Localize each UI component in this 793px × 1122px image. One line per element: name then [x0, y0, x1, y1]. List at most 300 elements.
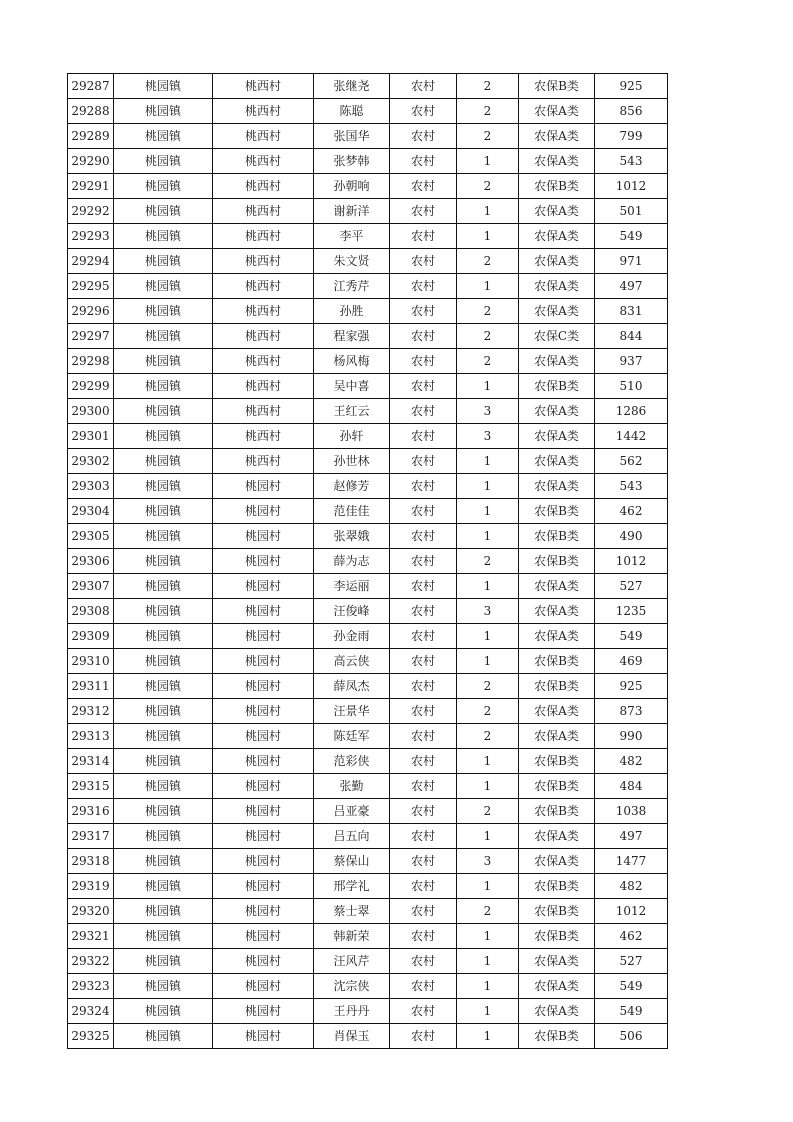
person-name-cell: 孙世林: [314, 449, 390, 474]
row-id-cell: 29293: [68, 224, 114, 249]
household-type-cell: 农村: [390, 1024, 457, 1049]
insurance-category-cell: 农保A类: [519, 724, 595, 749]
person-name-cell: 韩新荣: [314, 924, 390, 949]
household-type-cell: 农村: [390, 224, 457, 249]
table-row: [68, 449, 668, 474]
row-id-cell: 29290: [68, 149, 114, 174]
records-table: [67, 73, 668, 1049]
member-count-cell: 3: [457, 399, 519, 424]
amount-cell: 497: [595, 824, 668, 849]
table-row: [68, 399, 668, 424]
table-row: [68, 424, 668, 449]
member-count-cell: 1: [457, 224, 519, 249]
amount-cell: 799: [595, 124, 668, 149]
amount-cell: 549: [595, 999, 668, 1024]
town-cell: 桃园镇: [114, 699, 213, 724]
insurance-category-cell: 农保B类: [519, 799, 595, 824]
member-count-cell: 1: [457, 449, 519, 474]
row-id-cell: 29302: [68, 449, 114, 474]
member-count-cell: 1: [457, 949, 519, 974]
household-type-cell: 农村: [390, 149, 457, 174]
member-count-cell: 1: [457, 1024, 519, 1049]
insurance-category-cell: 农保A类: [519, 974, 595, 999]
amount-cell: 1012: [595, 174, 668, 199]
row-id-cell: 29306: [68, 549, 114, 574]
insurance-category-cell: 农保B类: [519, 499, 595, 524]
insurance-category-cell: 农保B类: [519, 649, 595, 674]
town-cell: 桃园镇: [114, 899, 213, 924]
row-id-cell: 29314: [68, 749, 114, 774]
town-cell: 桃园镇: [114, 949, 213, 974]
amount-cell: 497: [595, 274, 668, 299]
member-count-cell: 2: [457, 349, 519, 374]
household-type-cell: 农村: [390, 474, 457, 499]
village-cell: 桃园村: [213, 924, 314, 949]
insurance-category-cell: 农保A类: [519, 274, 595, 299]
person-name-cell: 陈廷军: [314, 724, 390, 749]
person-name-cell: 吕五向: [314, 824, 390, 849]
person-name-cell: 朱文贤: [314, 249, 390, 274]
town-cell: 桃园镇: [114, 749, 213, 774]
town-cell: 桃园镇: [114, 1024, 213, 1049]
town-cell: 桃园镇: [114, 274, 213, 299]
member-count-cell: 1: [457, 624, 519, 649]
row-id-cell: 29305: [68, 524, 114, 549]
amount-cell: 506: [595, 1024, 668, 1049]
insurance-category-cell: 农保A类: [519, 574, 595, 599]
person-name-cell: 江秀芹: [314, 274, 390, 299]
row-id-cell: 29310: [68, 649, 114, 674]
household-type-cell: 农村: [390, 949, 457, 974]
town-cell: 桃园镇: [114, 574, 213, 599]
row-id-cell: 29303: [68, 474, 114, 499]
village-cell: 桃西村: [213, 124, 314, 149]
town-cell: 桃园镇: [114, 399, 213, 424]
row-id-cell: 29319: [68, 874, 114, 899]
table-row: [68, 974, 668, 999]
person-name-cell: 吕亚豪: [314, 799, 390, 824]
member-count-cell: 1: [457, 374, 519, 399]
village-cell: 桃园村: [213, 574, 314, 599]
insurance-category-cell: 农保A类: [519, 424, 595, 449]
insurance-category-cell: 农保C类: [519, 324, 595, 349]
amount-cell: 549: [595, 224, 668, 249]
table-row: [68, 249, 668, 274]
person-name-cell: 王红云: [314, 399, 390, 424]
village-cell: 桃西村: [213, 174, 314, 199]
village-cell: 桃园村: [213, 599, 314, 624]
amount-cell: 482: [595, 749, 668, 774]
amount-cell: 1012: [595, 899, 668, 924]
row-id-cell: 29324: [68, 999, 114, 1024]
town-cell: 桃园镇: [114, 849, 213, 874]
member-count-cell: 3: [457, 424, 519, 449]
member-count-cell: 2: [457, 174, 519, 199]
amount-cell: 527: [595, 574, 668, 599]
table-row: [68, 749, 668, 774]
table-row: [68, 349, 668, 374]
amount-cell: 469: [595, 649, 668, 674]
village-cell: 桃西村: [213, 324, 314, 349]
table-row: [68, 874, 668, 899]
household-type-cell: 农村: [390, 74, 457, 99]
household-type-cell: 农村: [390, 349, 457, 374]
town-cell: 桃园镇: [114, 299, 213, 324]
table-row: [68, 774, 668, 799]
amount-cell: 971: [595, 249, 668, 274]
member-count-cell: 2: [457, 99, 519, 124]
row-id-cell: 29316: [68, 799, 114, 824]
village-cell: 桃西村: [213, 224, 314, 249]
village-cell: 桃园村: [213, 1024, 314, 1049]
person-name-cell: 吴中喜: [314, 374, 390, 399]
town-cell: 桃园镇: [114, 474, 213, 499]
amount-cell: 1477: [595, 849, 668, 874]
insurance-category-cell: 农保B类: [519, 874, 595, 899]
person-name-cell: 王丹丹: [314, 999, 390, 1024]
member-count-cell: 2: [457, 74, 519, 99]
town-cell: 桃园镇: [114, 874, 213, 899]
row-id-cell: 29295: [68, 274, 114, 299]
town-cell: 桃园镇: [114, 374, 213, 399]
person-name-cell: 汪景华: [314, 699, 390, 724]
household-type-cell: 农村: [390, 374, 457, 399]
table-row: [68, 649, 668, 674]
village-cell: 桃园村: [213, 874, 314, 899]
person-name-cell: 杨风梅: [314, 349, 390, 374]
row-id-cell: 29294: [68, 249, 114, 274]
village-cell: 桃园村: [213, 724, 314, 749]
row-id-cell: 29308: [68, 599, 114, 624]
row-id-cell: 29287: [68, 74, 114, 99]
person-name-cell: 汪俊峰: [314, 599, 390, 624]
household-type-cell: 农村: [390, 574, 457, 599]
person-name-cell: 肖保玉: [314, 1024, 390, 1049]
table-row: [68, 1024, 668, 1049]
insurance-category-cell: 农保A类: [519, 624, 595, 649]
household-type-cell: 农村: [390, 399, 457, 424]
amount-cell: 549: [595, 624, 668, 649]
insurance-category-cell: 农保A类: [519, 474, 595, 499]
amount-cell: 925: [595, 674, 668, 699]
member-count-cell: 3: [457, 599, 519, 624]
amount-cell: 990: [595, 724, 668, 749]
member-count-cell: 2: [457, 799, 519, 824]
insurance-category-cell: 农保A类: [519, 299, 595, 324]
town-cell: 桃园镇: [114, 424, 213, 449]
household-type-cell: 农村: [390, 274, 457, 299]
table-row: [68, 174, 668, 199]
table-row: [68, 699, 668, 724]
amount-cell: 490: [595, 524, 668, 549]
town-cell: 桃园镇: [114, 624, 213, 649]
member-count-cell: 2: [457, 124, 519, 149]
member-count-cell: 2: [457, 249, 519, 274]
table-row: [68, 799, 668, 824]
amount-cell: 549: [595, 974, 668, 999]
person-name-cell: 孙金雨: [314, 624, 390, 649]
household-type-cell: 农村: [390, 924, 457, 949]
household-type-cell: 农村: [390, 549, 457, 574]
town-cell: 桃园镇: [114, 774, 213, 799]
member-count-cell: 1: [457, 499, 519, 524]
person-name-cell: 薛为志: [314, 549, 390, 574]
village-cell: 桃西村: [213, 299, 314, 324]
person-name-cell: 范彩侠: [314, 749, 390, 774]
household-type-cell: 农村: [390, 499, 457, 524]
row-id-cell: 29309: [68, 624, 114, 649]
person-name-cell: 张勤: [314, 774, 390, 799]
amount-cell: 543: [595, 149, 668, 174]
row-id-cell: 29317: [68, 824, 114, 849]
member-count-cell: 1: [457, 574, 519, 599]
town-cell: 桃园镇: [114, 174, 213, 199]
person-name-cell: 汪风芹: [314, 949, 390, 974]
member-count-cell: 2: [457, 674, 519, 699]
table-row: [68, 524, 668, 549]
member-count-cell: 1: [457, 474, 519, 499]
village-cell: 桃园村: [213, 774, 314, 799]
household-type-cell: 农村: [390, 874, 457, 899]
table-row: [68, 899, 668, 924]
row-id-cell: 29288: [68, 99, 114, 124]
table-row: [68, 149, 668, 174]
table-row: [68, 499, 668, 524]
household-type-cell: 农村: [390, 799, 457, 824]
village-cell: 桃园村: [213, 974, 314, 999]
village-cell: 桃西村: [213, 249, 314, 274]
table-body: [68, 74, 668, 1049]
table-row: [68, 924, 668, 949]
row-id-cell: 29323: [68, 974, 114, 999]
insurance-category-cell: 农保A类: [519, 199, 595, 224]
household-type-cell: 农村: [390, 824, 457, 849]
member-count-cell: 2: [457, 299, 519, 324]
table-row: [68, 199, 668, 224]
village-cell: 桃西村: [213, 274, 314, 299]
household-type-cell: 农村: [390, 749, 457, 774]
member-count-cell: 2: [457, 699, 519, 724]
insurance-category-cell: 农保A类: [519, 249, 595, 274]
household-type-cell: 农村: [390, 524, 457, 549]
amount-cell: 1038: [595, 799, 668, 824]
person-name-cell: 赵修芳: [314, 474, 390, 499]
table-row: [68, 624, 668, 649]
household-type-cell: 农村: [390, 674, 457, 699]
village-cell: 桃园村: [213, 624, 314, 649]
town-cell: 桃园镇: [114, 824, 213, 849]
table-row: [68, 674, 668, 699]
person-name-cell: 谢新洋: [314, 199, 390, 224]
table-row: [68, 324, 668, 349]
person-name-cell: 蔡保山: [314, 849, 390, 874]
town-cell: 桃园镇: [114, 649, 213, 674]
village-cell: 桃西村: [213, 399, 314, 424]
household-type-cell: 农村: [390, 174, 457, 199]
insurance-category-cell: 农保B类: [519, 549, 595, 574]
row-id-cell: 29315: [68, 774, 114, 799]
table-row: [68, 224, 668, 249]
insurance-category-cell: 农保B类: [519, 674, 595, 699]
village-cell: 桃西村: [213, 149, 314, 174]
table-row: [68, 374, 668, 399]
person-name-cell: 薛凤杰: [314, 674, 390, 699]
row-id-cell: 29321: [68, 924, 114, 949]
member-count-cell: 1: [457, 649, 519, 674]
amount-cell: 1442: [595, 424, 668, 449]
town-cell: 桃园镇: [114, 674, 213, 699]
town-cell: 桃园镇: [114, 199, 213, 224]
village-cell: 桃园村: [213, 649, 314, 674]
town-cell: 桃园镇: [114, 149, 213, 174]
village-cell: 桃西村: [213, 349, 314, 374]
person-name-cell: 张国华: [314, 124, 390, 149]
town-cell: 桃园镇: [114, 724, 213, 749]
village-cell: 桃园村: [213, 474, 314, 499]
insurance-category-cell: 农保A类: [519, 149, 595, 174]
village-cell: 桃园村: [213, 799, 314, 824]
town-cell: 桃园镇: [114, 799, 213, 824]
town-cell: 桃园镇: [114, 74, 213, 99]
table-row: [68, 574, 668, 599]
insurance-category-cell: 农保B类: [519, 74, 595, 99]
person-name-cell: 范佳佳: [314, 499, 390, 524]
row-id-cell: 29307: [68, 574, 114, 599]
household-type-cell: 农村: [390, 324, 457, 349]
insurance-category-cell: 农保B类: [519, 749, 595, 774]
insurance-category-cell: 农保A类: [519, 849, 595, 874]
insurance-category-cell: 农保A类: [519, 124, 595, 149]
amount-cell: 937: [595, 349, 668, 374]
village-cell: 桃西村: [213, 374, 314, 399]
amount-cell: 462: [595, 499, 668, 524]
table-row: [68, 599, 668, 624]
row-id-cell: 29325: [68, 1024, 114, 1049]
household-type-cell: 农村: [390, 849, 457, 874]
amount-cell: 1012: [595, 549, 668, 574]
household-type-cell: 农村: [390, 649, 457, 674]
insurance-category-cell: 农保B类: [519, 924, 595, 949]
insurance-category-cell: 农保A类: [519, 224, 595, 249]
row-id-cell: 29318: [68, 849, 114, 874]
table-row: [68, 849, 668, 874]
village-cell: 桃西村: [213, 74, 314, 99]
household-type-cell: 农村: [390, 999, 457, 1024]
town-cell: 桃园镇: [114, 349, 213, 374]
amount-cell: 484: [595, 774, 668, 799]
person-name-cell: 张翠娥: [314, 524, 390, 549]
member-count-cell: 3: [457, 849, 519, 874]
amount-cell: 482: [595, 874, 668, 899]
village-cell: 桃园村: [213, 849, 314, 874]
table-row: [68, 549, 668, 574]
row-id-cell: 29299: [68, 374, 114, 399]
town-cell: 桃园镇: [114, 249, 213, 274]
row-id-cell: 29304: [68, 499, 114, 524]
person-name-cell: 沈宗侠: [314, 974, 390, 999]
village-cell: 桃园村: [213, 749, 314, 774]
village-cell: 桃西村: [213, 424, 314, 449]
row-id-cell: 29296: [68, 299, 114, 324]
amount-cell: 873: [595, 699, 668, 724]
row-id-cell: 29301: [68, 424, 114, 449]
town-cell: 桃园镇: [114, 124, 213, 149]
amount-cell: 510: [595, 374, 668, 399]
table-row: [68, 299, 668, 324]
table-row: [68, 474, 668, 499]
household-type-cell: 农村: [390, 624, 457, 649]
town-cell: 桃园镇: [114, 524, 213, 549]
town-cell: 桃园镇: [114, 99, 213, 124]
person-name-cell: 邢学礼: [314, 874, 390, 899]
insurance-category-cell: 农保B类: [519, 524, 595, 549]
insurance-category-cell: 农保A类: [519, 399, 595, 424]
insurance-category-cell: 农保B类: [519, 774, 595, 799]
amount-cell: 1286: [595, 399, 668, 424]
village-cell: 桃园村: [213, 949, 314, 974]
member-count-cell: 2: [457, 899, 519, 924]
village-cell: 桃园村: [213, 499, 314, 524]
member-count-cell: 1: [457, 774, 519, 799]
household-type-cell: 农村: [390, 724, 457, 749]
household-type-cell: 农村: [390, 774, 457, 799]
amount-cell: 543: [595, 474, 668, 499]
village-cell: 桃西村: [213, 99, 314, 124]
row-id-cell: 29312: [68, 699, 114, 724]
row-id-cell: 29320: [68, 899, 114, 924]
person-name-cell: 孙胜: [314, 299, 390, 324]
row-id-cell: 29322: [68, 949, 114, 974]
town-cell: 桃园镇: [114, 499, 213, 524]
town-cell: 桃园镇: [114, 599, 213, 624]
member-count-cell: 1: [457, 824, 519, 849]
amount-cell: 527: [595, 949, 668, 974]
row-id-cell: 29311: [68, 674, 114, 699]
household-type-cell: 农村: [390, 99, 457, 124]
town-cell: 桃园镇: [114, 924, 213, 949]
member-count-cell: 1: [457, 924, 519, 949]
person-name-cell: 孙朝响: [314, 174, 390, 199]
village-cell: 桃园村: [213, 549, 314, 574]
town-cell: 桃园镇: [114, 999, 213, 1024]
village-cell: 桃园村: [213, 824, 314, 849]
village-cell: 桃西村: [213, 199, 314, 224]
table-row: [68, 949, 668, 974]
table-row: [68, 124, 668, 149]
amount-cell: 1235: [595, 599, 668, 624]
amount-cell: 844: [595, 324, 668, 349]
household-type-cell: 农村: [390, 299, 457, 324]
amount-cell: 562: [595, 449, 668, 474]
person-name-cell: 陈聪: [314, 99, 390, 124]
household-type-cell: 农村: [390, 124, 457, 149]
member-count-cell: 1: [457, 974, 519, 999]
person-name-cell: 李运丽: [314, 574, 390, 599]
household-type-cell: 农村: [390, 199, 457, 224]
row-id-cell: 29313: [68, 724, 114, 749]
row-id-cell: 29292: [68, 199, 114, 224]
village-cell: 桃西村: [213, 449, 314, 474]
person-name-cell: 张继尧: [314, 74, 390, 99]
member-count-cell: 1: [457, 524, 519, 549]
person-name-cell: 蔡士翠: [314, 899, 390, 924]
insurance-category-cell: 农保A类: [519, 99, 595, 124]
town-cell: 桃园镇: [114, 324, 213, 349]
insurance-category-cell: 农保B类: [519, 174, 595, 199]
insurance-category-cell: 农保A类: [519, 824, 595, 849]
insurance-category-cell: 农保B类: [519, 899, 595, 924]
person-name-cell: 李平: [314, 224, 390, 249]
